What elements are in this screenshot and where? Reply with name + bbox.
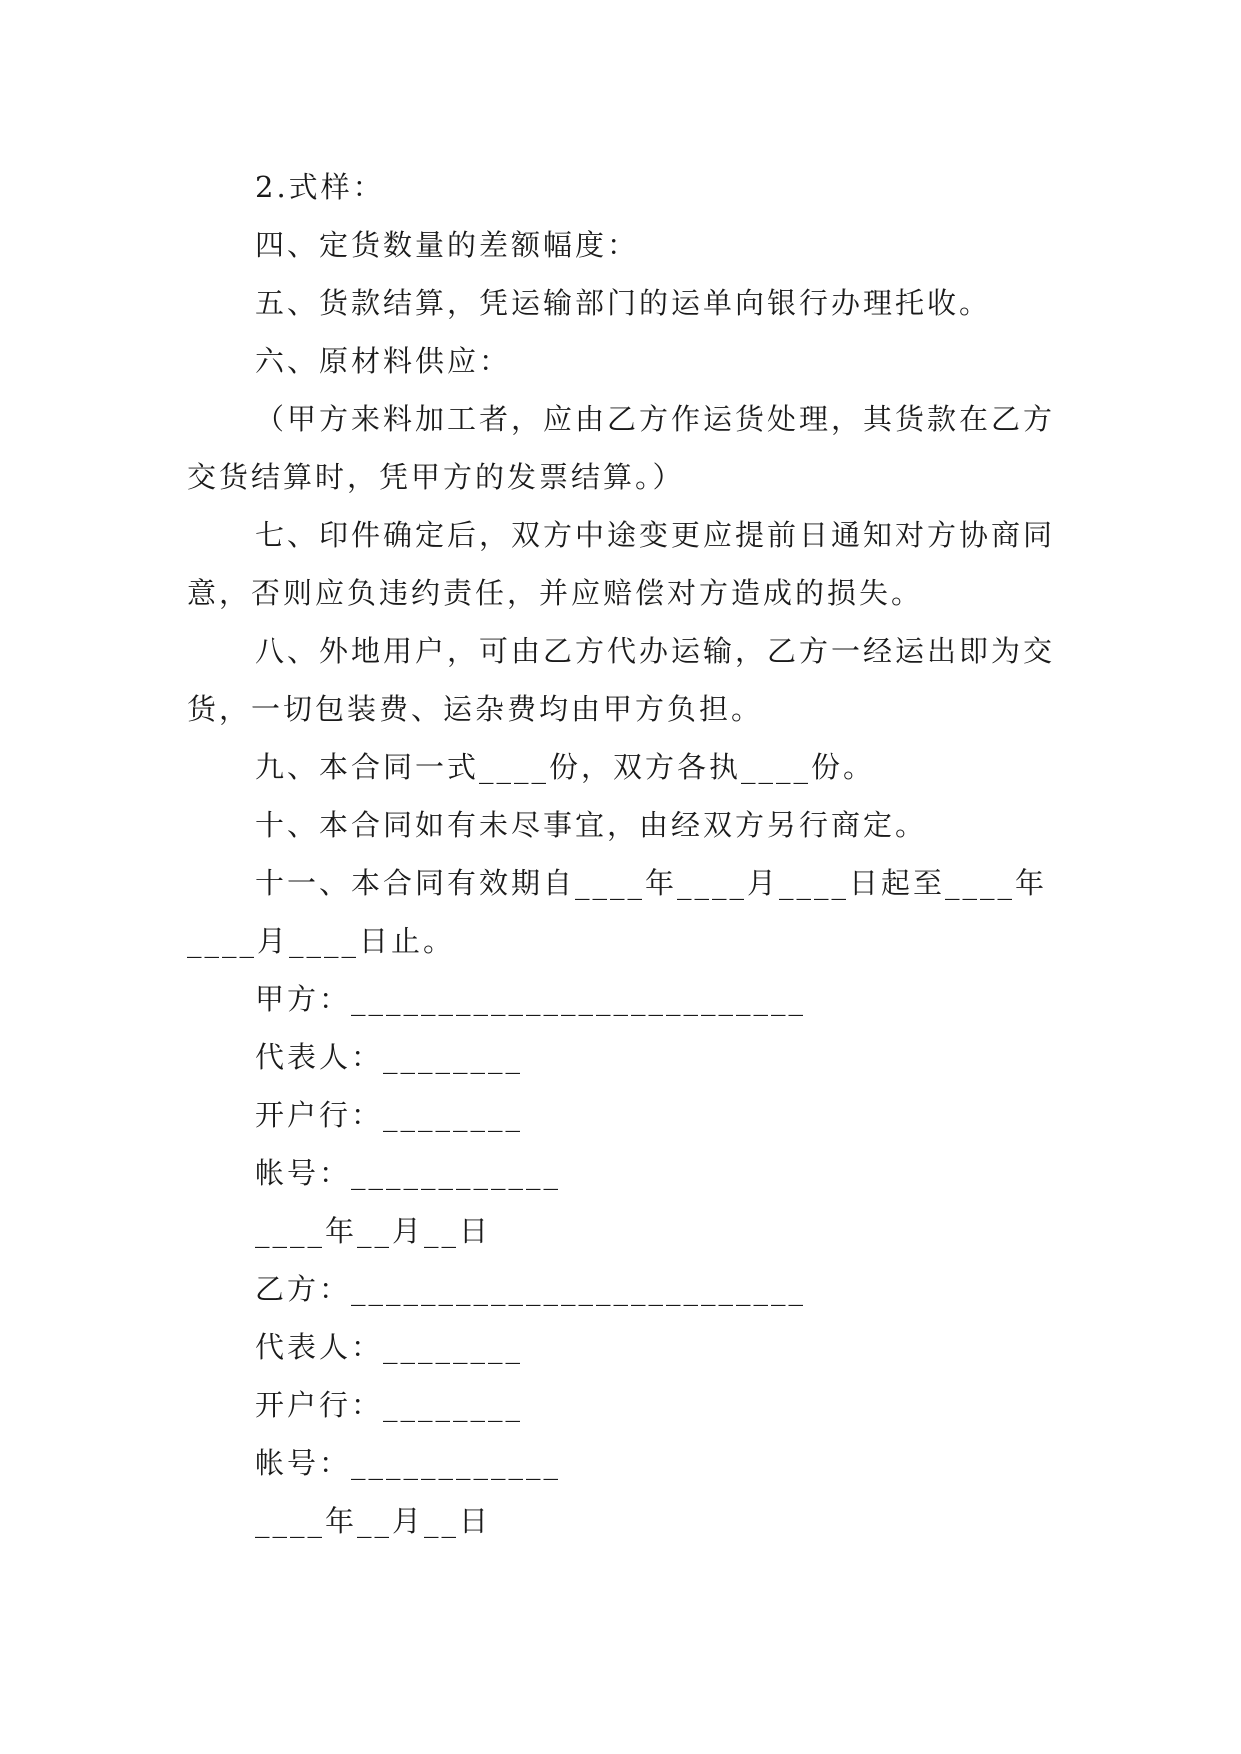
party-a-representative: 代表人：________ [255,1040,524,1074]
party-b-date: ____年__月__日 [255,1504,492,1538]
clause-validity: 十一、本合同有效期自____年____月____日起至____年____月____日止。 [187,866,1048,958]
party-b-name: 乙方：__________________________ [255,1272,807,1306]
party-b-bank: 开户行：________ [255,1388,524,1422]
party-b-representative: 代表人：________ [255,1330,524,1364]
party-a-name: 甲方：__________________________ [255,982,807,1016]
clause-shipping: 八、外地用户，可由乙方代办运输，乙方一经运出即为交货，一切包装费、运杂费均由甲方负担。 [187,634,1056,726]
clause-changes: 七、印件确定后，双方中途变更应提前日通知对方协商同意，否则应负违约责任，并应赔偿对方造成的损失。 [187,518,1056,610]
clause-material-note: （甲方来料加工者，应由乙方作运货处理，其货款在乙方交货结算时，凭甲方的发票结算。） [187,402,1056,494]
party-b-account: 帐号：____________ [255,1446,562,1480]
clause-material-supply: 六、原材料供应： [255,344,512,378]
party-a-bank: 开户行：________ [255,1098,524,1132]
clause-payment: 五、货款结算，凭运输部门的运单向银行办理托收。 [255,286,992,320]
clause-quantity-tolerance: 四、定货数量的差额幅度： [255,228,640,262]
clause-style: 2.式样： [255,170,385,204]
party-a-date: ____年__月__日 [255,1214,492,1248]
party-a-account: 帐号：____________ [255,1156,562,1190]
party-b-signature-block [187,1260,1055,1550]
document-body [187,158,1055,1550]
clause-unresolved: 十、本合同如有未尽事宜，由经双方另行商定。 [255,808,928,842]
clause-copies: 九、本合同一式____份，双方各执____份。 [255,750,876,784]
party-a-signature-block [187,970,1055,1260]
